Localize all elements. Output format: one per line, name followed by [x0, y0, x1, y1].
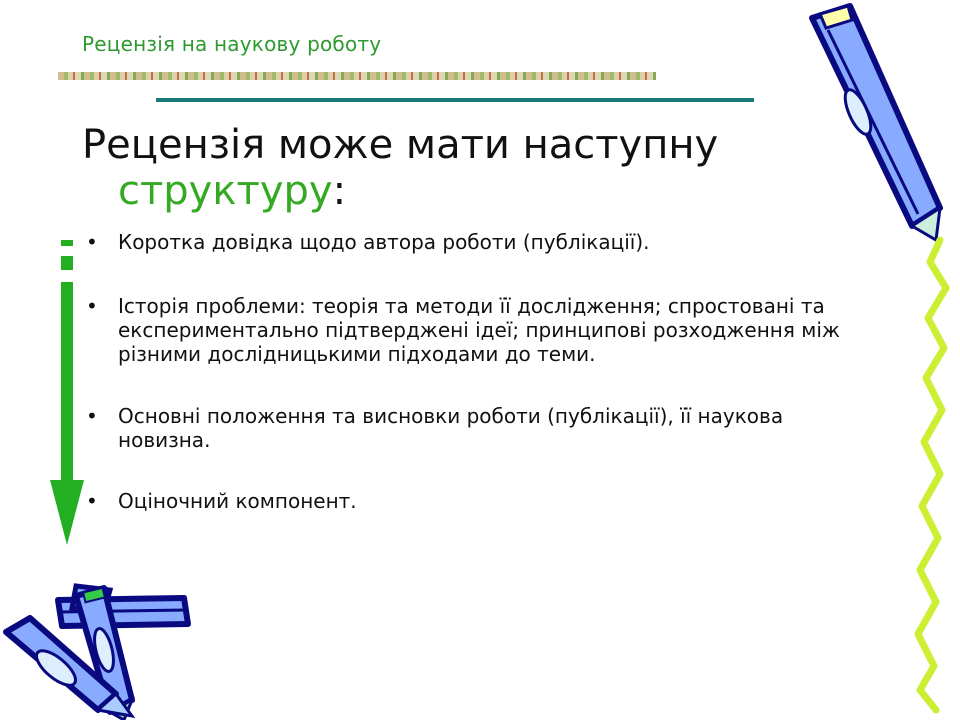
heading-colon: : — [332, 168, 347, 214]
heading-line-1: Рецензія може мати наступну — [82, 122, 719, 168]
bullet-item: • Основні положення та висновки роботи (публікації), її наукова новизна. — [86, 404, 846, 452]
bullet-item: • Історія проблеми: теорія та методи її дослідження; спростовані та експериментально підтверджені ідеї; принципові розходження між різними дослідницькими підходами до теми. — [86, 294, 846, 366]
heading-accent-word: структуру — [118, 168, 333, 214]
bullet-item: • Оціночний компонент. — [86, 489, 846, 513]
slide-header: Рецензія на наукову роботу — [82, 32, 382, 56]
bullet-item: • Коротка довідка щодо автора роботи (публікації). — [86, 230, 846, 254]
